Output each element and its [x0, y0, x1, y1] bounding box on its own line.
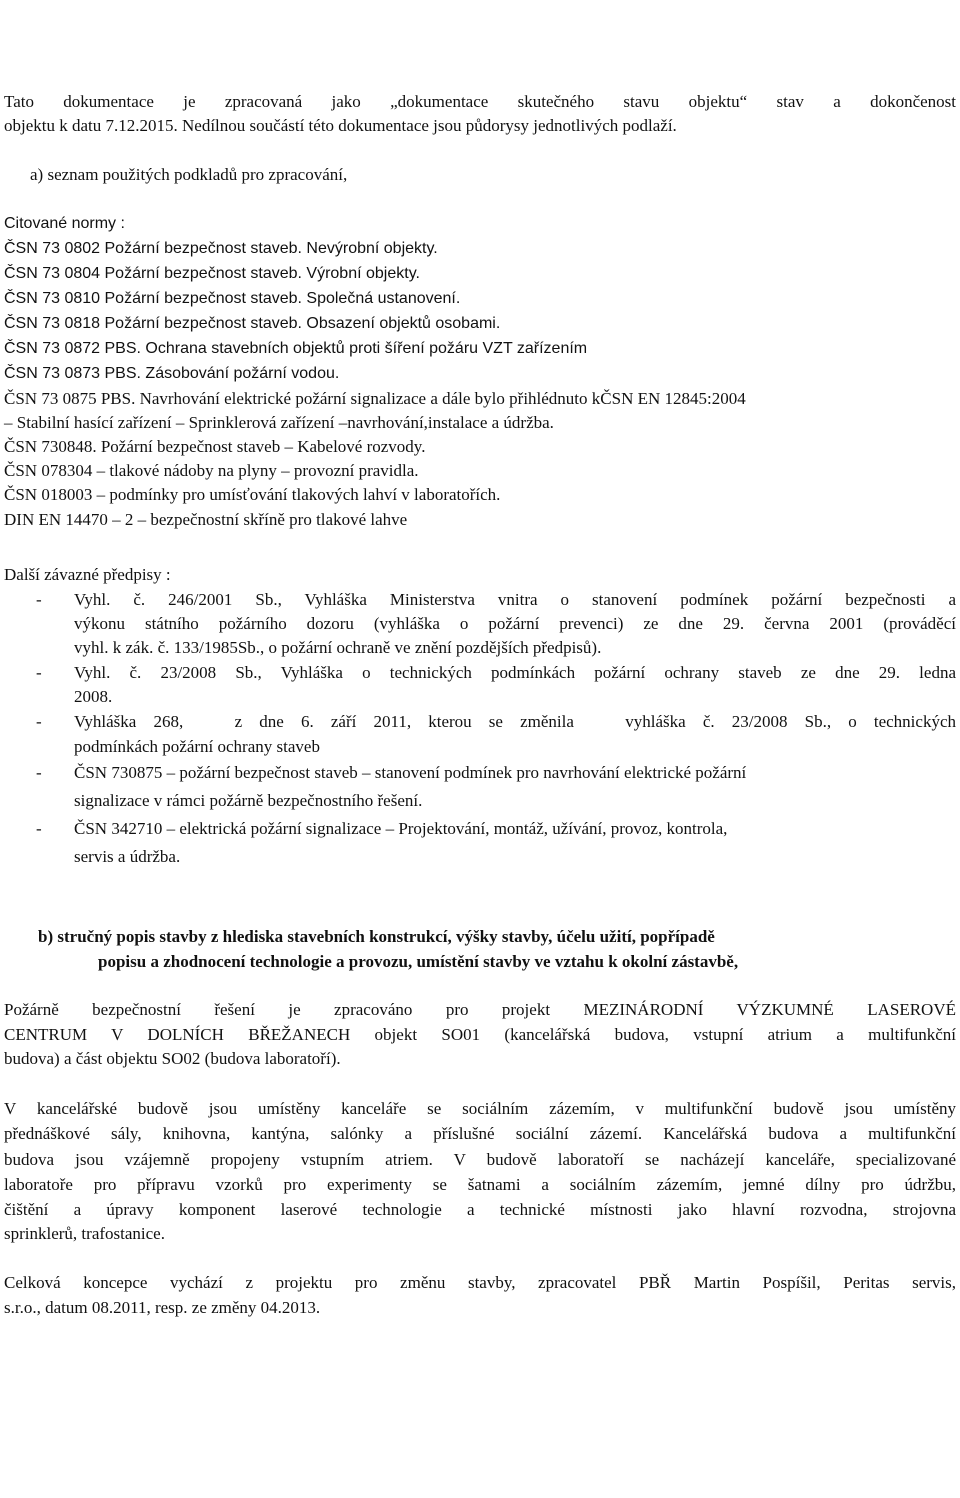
paragraph-1-line-2: CENTRUM V DOLNÍCH BŘEŽANECH objekt SO01 (kancelářská budova, vstupní atrium a multifunkční [4, 1025, 956, 1044]
intro-line-1: Tato dokumentace je zpracovaná jako „dokumentace skutečného stavu objektu“ stav a dokončenost [4, 92, 956, 111]
norm-item: ČSN 73 0810 Požární bezpečnost staveb. Společná ustanovení. [4, 290, 461, 307]
bullet-dash: - [36, 663, 42, 682]
bullet-dash: - [36, 819, 42, 838]
paragraph-2-line-1: V kancelářské budově jsou umístěny kanceláře se sociálním zázemím, v multifunkční budově jsou umístěny [4, 1099, 956, 1118]
regulations-heading: Další závazné předpisy : [4, 565, 171, 584]
regulation-item-2-line-1: Vyhl. č. 23/2008 Sb., Vyhláška o technických podmínkách požární ochrany staveb ze dne 29. ledna [74, 663, 956, 682]
section-b-heading-line-2: popisu a zhodnocení technologie a provozu, umístění stavby ve vztahu k okolní zástavbě, [98, 952, 739, 971]
paragraph-1-line-3: budova) a část objektu SO02 (budova laboratoří). [4, 1049, 341, 1068]
norm-item: ČSN 730848. Požární bezpečnost staveb – Kabelové rozvody. [4, 437, 426, 456]
paragraph-3-line-2: s.r.o., datum 08.2011, resp. ze změny 04.2013. [4, 1298, 321, 1317]
regulation-item-1-line-3: vyhl. k zák. č. 133/1985Sb., o požární ochraně ve znění pozdějších předpisů). [74, 638, 602, 657]
norm-item: DIN EN 14470 – 2 – bezpečnostní skříně pro tlakové lahve [4, 510, 408, 529]
regulation-item-5-line-1: ČSN 342710 – elektrická požární signalizace – Projektování, montáž, užívání, provoz, kontrola, [74, 819, 728, 838]
norm-item: ČSN 73 0875 PBS. Navrhování elektrické požární signalizace a dále bylo přihlédnuto kČSN EN 12845:2004 [4, 389, 746, 408]
regulation-item-4-line-2: signalizace v rámci požárně bezpečnostního řešení. [74, 791, 423, 810]
norm-item: ČSN 73 0873 PBS. Zásobování požární vodou. [4, 365, 340, 382]
section-b-heading-line-1: b) stručný popis stavby z hlediska stavebních konstrukcí, výšky stavby, účelu užití, popřípadě [38, 927, 715, 946]
regulation-item-2-line-2: 2008. [74, 687, 113, 706]
norm-item: ČSN 73 0872 PBS. Ochrana stavebních objektů proti šíření požáru VZT zařízením [4, 340, 588, 357]
regulation-item-3-line-2: podmínkách požární ochrany staveb [74, 737, 320, 756]
paragraph-2-line-2: přednáškové sály, knihovna, kantýna, salónky a příslušné sociální zázemí. Kancelářská budova a multifunkční [4, 1124, 956, 1143]
regulation-item-3-line-1: Vyhláška 268, z dne 6. září 2011, kterou se změnila vyhláška č. 23/2008 Sb., o technických [74, 712, 956, 731]
bullet-dash: - [36, 590, 42, 609]
norm-item: ČSN 73 0818 Požární bezpečnost staveb. Obsazení objektů osobami. [4, 315, 501, 332]
norm-item: ČSN 73 0804 Požární bezpečnost staveb. Výrobní objekty. [4, 265, 420, 282]
paragraph-3-line-1: Celková koncepce vychází z projektu pro změnu stavby, zpracovatel PBŘ Martin Pospíšil, Peritas servis, [4, 1273, 956, 1292]
regulation-item-1-line-1: Vyhl. č. 246/2001 Sb., Vyhláška Ministerstva vnitra o stanovení podmínek požární bezpečnosti a [74, 590, 956, 609]
regulation-item-4-line-1: ČSN 730875 – požární bezpečnost staveb – stanovení podmínek pro navrhování elektrické požární [74, 763, 747, 782]
norm-item: ČSN 73 0802 Požární bezpečnost staveb. Nevýrobní objekty. [4, 240, 438, 257]
paragraph-2-line-5: čištění a úpravy komponent laserové technologie a technické místnosti jako hlavní rozvodna, strojovna [4, 1200, 956, 1219]
section-a-heading: a) seznam použitých podkladů pro zpracování, [30, 165, 348, 184]
paragraph-1-line-1: Požárně bezpečnostní řešení je zpracováno pro projekt MEZINÁRODNÍ VÝZKUMNÉ LASEROVÉ [4, 1000, 956, 1019]
regulation-item-5-line-2: servis a údržba. [74, 847, 181, 866]
regulation-item-1-line-2: výkonu státního požárního dozoru (vyhláška o požární prevenci) ze dne 29. června 2001 (prováděcí [74, 614, 956, 633]
bullet-dash: - [36, 712, 42, 731]
norm-item: ČSN 018003 – podmínky pro umísťování tlakových lahví v laboratořích. [4, 485, 501, 504]
norm-item: ČSN 078304 – tlakové nádoby na plyny – provozní pravidla. [4, 461, 419, 480]
norm-item: – Stabilní hasící zařízení – Sprinklerová zařízení –navrhování,instalace a údržba. [4, 413, 554, 432]
paragraph-2-line-4: laboratoře pro přípravu vzorků pro experimenty se šatnami a sociálním zázemím, jemné dílny pro údržbu, [4, 1175, 956, 1194]
bullet-dash: - [36, 763, 42, 782]
intro-line-2: objektu k datu 7.12.2015. Nedílnou součástí této dokumentace jsou půdorysy jednotlivých podlaží. [4, 116, 677, 135]
paragraph-2-line-6: sprinklerů, trafostanice. [4, 1224, 165, 1243]
paragraph-2-line-3: budova jsou vzájemně propojeny vstupním atriem. V budově laboratoří se nacházejí kanceláře, specializované [4, 1150, 956, 1169]
norms-heading: Citované normy : [4, 215, 125, 232]
